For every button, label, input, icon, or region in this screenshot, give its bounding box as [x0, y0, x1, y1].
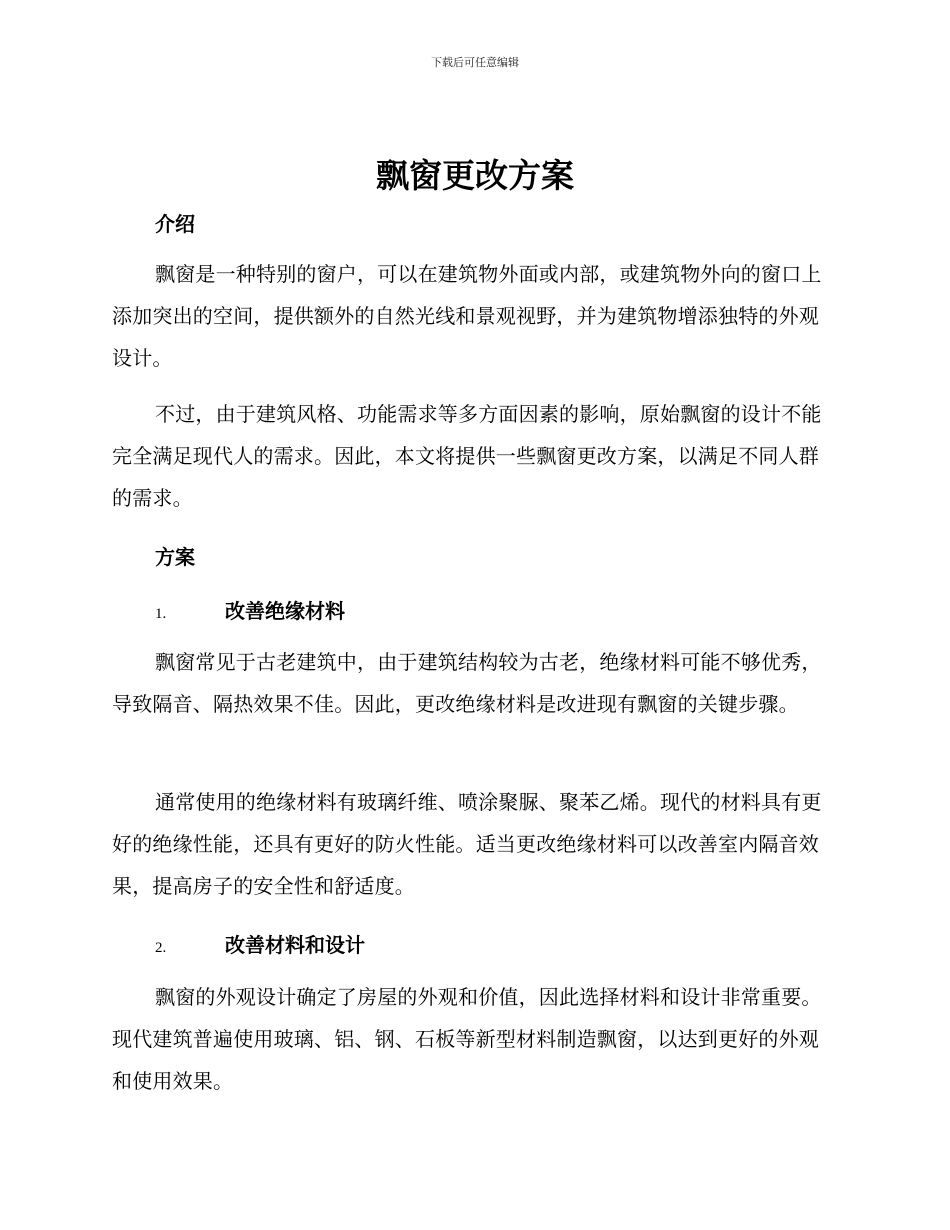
plan-item-1-heading: [155, 595, 345, 624]
intro-heading: 介绍: [155, 212, 195, 236]
plan-item-1-number: 1.: [155, 606, 167, 622]
plan-item-2-title: 改善材料和设计: [225, 933, 365, 957]
plan-item-1-paragraph-1: 飘窗常见于古老建筑中，由于建筑结构较为古老，绝缘材料可能不够优秀，导致隔音、隔热效果不佳。因此，更改绝缘材料是改进现有飘窗的关键步骤。: [112, 650, 822, 716]
plan-item-1-title: 改善绝缘材料: [225, 599, 345, 623]
intro-paragraph-1: 飘窗是一种特别的窗户，可以在建筑物外面或内部，或建筑物外向的窗口上添加突出的空间，提供额外的自然光线和景观视野，并为建筑物增添独特的外观设计。: [112, 262, 822, 370]
plan-item-2-heading: [155, 929, 365, 958]
plan-heading: 方案: [155, 545, 195, 569]
document-title: 飘窗更改方案: [376, 156, 574, 195]
header-note: 下载后可任意编辑: [431, 56, 519, 69]
intro-paragraph-2: 不过，由于建筑风格、功能需求等多方面因素的影响，原始飘窗的设计不能完全满足现代人的需求。因此，本文将提供一些飘窗更改方案，以满足不同人群的需求。: [112, 402, 822, 510]
plan-item-2-paragraph-1: 飘窗的外观设计确定了房屋的外观和价值，因此选择材料和设计非常重要。现代建筑普遍使用玻璃、铝、钢、石板等新型材料制造飘窗，以达到更好的外观和使用效果。: [112, 985, 822, 1093]
plan-item-2-number: 2.: [155, 940, 167, 956]
plan-item-1-paragraph-2: 通常使用的绝缘材料有玻璃纤维、喷涂聚脲、聚苯乙烯。现代的材料具有更好的绝缘性能，还具有更好的防火性能。适当更改绝缘材料可以改善室内隔音效果，提高房子的安全性和舒适度。: [112, 790, 822, 898]
